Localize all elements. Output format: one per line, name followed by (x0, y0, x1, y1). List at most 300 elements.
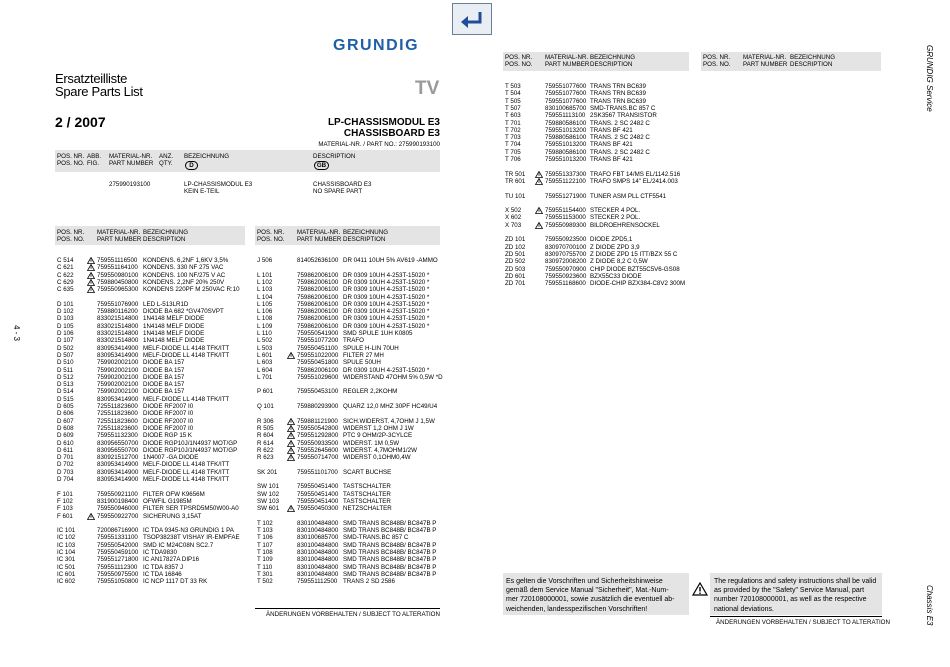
part-number: 759551101700 (297, 468, 338, 476)
top-item-bez1: LP-CHASSISMODUL E3 (184, 181, 253, 188)
col2-header-posno: POS. NO. (257, 236, 285, 243)
notice-de-line: Es gelten die Vorschriften und Sicherheitshinweise (506, 578, 663, 585)
pos-number: L 101 (257, 271, 273, 279)
part-number: 759880586100 (545, 119, 587, 127)
chassis-title-en: CHASSISBOARD E3 (343, 128, 440, 139)
pos-number: F 601 (57, 512, 73, 520)
part-description: SMD IC M24C08N SC2.7 (143, 541, 214, 549)
pos-number: R 622 (257, 446, 274, 454)
part-number: 830100484800 (297, 549, 339, 556)
pos-number: D 507 (57, 351, 74, 359)
part-number: 759551331100 (97, 534, 138, 542)
part-number: 759550921100 (97, 490, 138, 498)
part-description: IC TDA 9345-N3 GRUNDIG 1 PA (143, 527, 234, 535)
notice-en-line: The regulations and safety instructions shall be valid (714, 578, 877, 585)
pos-number: L 104 (257, 293, 273, 301)
pos-number: D 702 (57, 461, 74, 469)
part-description: IC TDA9830 (143, 549, 177, 556)
pos-number: D 605 (57, 403, 74, 410)
page-number: 4 - 3 (12, 325, 21, 342)
part-number: 759550542000 (97, 541, 139, 549)
right-bottom-rule (710, 616, 882, 617)
warning-icon (287, 454, 295, 461)
col2-header-bez: BEZEICHNUNG (343, 229, 389, 236)
part-description: FILTER 27 MH (343, 351, 384, 359)
part-number: 759551077600 (545, 97, 587, 105)
part-description: TRANS. 2 SC 2482 C (590, 148, 650, 156)
part-number: 759551168600 (545, 280, 586, 288)
col2-header-matnr: MATERIAL-NR. (297, 229, 341, 236)
pos-number: T 301 (257, 570, 273, 578)
part-number: 830100484800 (297, 556, 339, 564)
part-description: 1N4148 MELF DIODE (143, 337, 205, 345)
part-number: 759862006100 (297, 286, 339, 294)
part-description: TRANS. 2 SC 2482 C (590, 119, 650, 127)
lang-badge-gb: GB (314, 161, 329, 170)
part-number: 759550459100 (97, 549, 139, 556)
part-description: DR 0309 10UH 4-253T-15020 * (343, 315, 430, 323)
part-description: DR 0309 10UH 4-253T-15020 * (343, 308, 430, 316)
part-number: 759551013200 (545, 156, 587, 163)
col4-header-posno: POS. NO. (703, 61, 731, 68)
pos-number: TU 101 (505, 192, 526, 200)
part-description: DR 0309 10UH 4-253T-15020 * (343, 366, 430, 374)
part-number: 759862006100 (297, 308, 339, 316)
part-description: DIODE BA 157 (143, 388, 185, 396)
part-number: 759550451800 (297, 359, 339, 367)
part-number: 759551292800 (297, 432, 339, 440)
part-number: 759550451400 (297, 483, 339, 491)
pos-number: IC 501 (57, 563, 76, 571)
part-description: KONDENS. 330 NF 275 VAC (143, 264, 224, 272)
pos-number: D 102 (57, 308, 74, 316)
pos-number: D 607 (57, 417, 74, 425)
part-number: 759862006100 (297, 322, 339, 330)
part-description: DIODE-CHIP BZX384-C8V2 300M (590, 280, 686, 288)
pos-number: P 601 (257, 388, 274, 396)
pos-number: D 609 (57, 432, 74, 440)
pos-number: SW 103 (257, 497, 280, 505)
left-bottom-rule (255, 608, 440, 609)
warning-icon (87, 264, 95, 271)
col3-header-posnr: POS. NR. (505, 54, 533, 61)
top-item-desc1: CHASSISBOARD E3 (313, 181, 372, 188)
part-number: 759551122100 (545, 177, 586, 185)
warning-marker (87, 286, 95, 295)
part-number: 759862006100 (297, 293, 339, 301)
part-description: DR 0309 10UH 4-253T-15020 * (343, 300, 430, 308)
pos-number: ZD 502 (505, 258, 526, 266)
part-description: TRANS BF 421 (590, 141, 633, 149)
part-number: 830100685700 (297, 534, 339, 542)
part-description: DR 0309 10UH 4-253T-15020 * (343, 322, 430, 330)
notice-de (506, 577, 675, 614)
part-number: 759550923600 (545, 272, 587, 280)
part-number: 830953414900 (97, 351, 139, 359)
col1-header-partnr: PART NUMBER (97, 236, 142, 243)
part-description: WIDERSTAND 47OHM 5% 0,5W *D (343, 373, 443, 381)
pos-number: L 601 (257, 351, 273, 359)
pos-number: TR 601 (505, 177, 526, 185)
part-description: MELF-DIODE LL 4148 TFK/ITT (143, 461, 230, 469)
part-number: 725511823600 (97, 417, 138, 425)
part-description: DIODE RF2007 I0 (143, 424, 194, 432)
part-description: SMD TRANS BC848B/ BC847B P (343, 570, 437, 578)
pos-number: SK 201 (257, 468, 278, 476)
part-number: 759880586100 (545, 148, 587, 156)
part-number: 833021514800 (97, 337, 139, 345)
pos-number: L 108 (257, 315, 273, 323)
part-description: DR 0309 10UH 4-253T-15020 * (343, 286, 430, 294)
title-de: Ersatzteilliste (55, 71, 128, 86)
part-description: TRANS TRN BC639 (590, 97, 646, 105)
part-number: 759550975500 (97, 570, 139, 578)
part-description: QUARZ 12,0 MHZ 30PF HC49/U4 (343, 403, 438, 410)
pos-number: L 701 (257, 373, 273, 381)
part-number: 759862006100 (297, 271, 339, 279)
part-description: Z DIODE ZPD 3,9 (590, 243, 640, 251)
warning-marker (535, 178, 543, 187)
part-description: TRAFO FBT 14/MS EL/1142.516 (590, 170, 681, 178)
part-description: WIDERST. 1M 0,5W (343, 439, 400, 447)
pos-number: J 506 (257, 257, 273, 264)
part-description: TUNER ASM PLL CTF5541 (590, 192, 667, 200)
pos-number: T 108 (257, 549, 273, 556)
pos-number: L 105 (257, 300, 273, 308)
pos-number: T 107 (257, 541, 273, 549)
part-description: WIDERST 1,2 OHM J 1W (343, 424, 414, 432)
part-description: NETZSCHALTER (343, 505, 392, 513)
part-number: 830970700100 (545, 243, 587, 251)
pos-number: F 103 (57, 505, 73, 513)
pos-number: T 102 (257, 519, 273, 527)
part-number: 759551029600 (297, 373, 339, 381)
part-description: SMD-TRANS.BC 857 C (343, 534, 409, 542)
part-number: 759550714700 (297, 454, 339, 462)
part-number: 725511823600 (97, 410, 138, 418)
pos-number: L 106 (257, 308, 273, 316)
col4-header-posnr: POS. NR. (703, 54, 731, 61)
part-description: IC TDA 8357 J (143, 563, 184, 571)
pos-number: T 503 (505, 83, 521, 90)
pos-number: R 306 (257, 417, 274, 425)
chassis-side-label: Chassis E3 (925, 585, 934, 626)
pos-number: Q 101 (257, 403, 274, 410)
pos-number: X 602 (505, 214, 522, 222)
part-description: IC NCP 1117 DT 33 RK (143, 578, 208, 586)
part-number: 830100484800 (297, 563, 339, 571)
col4-header-partnr: PART NUMBER (743, 61, 788, 68)
part-description: LED L-513LR1D (143, 300, 189, 308)
part-number: 759550989300 (545, 221, 587, 229)
notice-en (714, 577, 876, 614)
part-description: WIDERST 0,1OHM0,4W (343, 454, 411, 462)
part-number: 814052636100 (297, 257, 339, 264)
part-description: SICHERUNG 3,15AT (143, 512, 202, 520)
pos-number: D 610 (57, 439, 74, 447)
part-description: TRANS TRN BC639 (590, 90, 646, 98)
part-number: 759550541900 (297, 330, 339, 337)
part-description: DR 0309 10UH 4-253T-15020 * (343, 271, 430, 279)
col1-header-posno: POS. NO. (57, 236, 85, 243)
pos-number: L 604 (257, 366, 273, 374)
part-description: SMD SPULE 1UH K0805 (343, 330, 413, 337)
pos-number: D 513 (57, 381, 74, 389)
pos-number: D 105 (57, 322, 74, 330)
part-description: TRAFO (343, 337, 364, 345)
notice-de-line: weichenden, landesspezifischen Vorschriften! (506, 605, 648, 613)
pos-number: T 701 (505, 119, 521, 127)
part-number: 759880586100 (545, 134, 587, 142)
col1-header-matnr: MATERIAL-NR. (97, 229, 141, 236)
pos-number: ZD 701 (505, 280, 526, 288)
warning-icon (535, 207, 543, 214)
hdr-desc: DESCRIPTION (313, 153, 356, 160)
lang-badge-d: D (185, 161, 198, 170)
top-item-desc2: NO SPARE PART (313, 188, 363, 195)
part-description: DIODE RGP10J/1N4937 MOT/GP (143, 439, 238, 447)
pos-number: IC 301 (57, 556, 76, 564)
pos-number: R 505 (257, 424, 274, 432)
part-description: DIODE BA 682 *GV470SVPT (143, 308, 224, 316)
pos-number: D 608 (57, 424, 74, 432)
col3-header-matnr: MATERIAL-NR. (545, 54, 589, 61)
part-number: 759862006100 (297, 366, 339, 374)
pos-number: T 704 (505, 141, 521, 149)
part-description: TASTSCHALTER (343, 483, 391, 491)
part-number: 759551076900 (97, 300, 139, 308)
part-number: 759550970900 (545, 265, 587, 273)
pos-number: D 512 (57, 373, 74, 381)
hdr-posnr: POS. NR. (57, 153, 85, 160)
part-number: 831900198400 (97, 497, 139, 505)
part-number: 759551013200 (545, 141, 587, 149)
pos-number: ZD 102 (505, 243, 526, 251)
part-number: 759550923500 (545, 236, 587, 244)
part-description: SMD TRANS BC848B/ BC847B P (343, 519, 437, 527)
part-description: SMD TRANS BC848B/ BC847B P (343, 563, 437, 571)
brand-logo: GRUNDIG (333, 37, 420, 54)
part-number: 759550451400 (297, 497, 339, 505)
part-description: 2SK3567 TRANSISTOR (590, 112, 657, 120)
part-number: 759551154400 (545, 207, 586, 215)
pos-number: X 502 (505, 207, 522, 215)
pos-number: D 515 (57, 395, 74, 403)
pos-number: R 623 (257, 454, 274, 462)
warning-icon (87, 279, 95, 286)
warning-marker (87, 513, 95, 522)
col4-header-matnr: MATERIAL-NR. (743, 54, 787, 61)
part-number: 830953414900 (97, 395, 139, 403)
hdr-matnr: MATERIAL-NR. (109, 153, 153, 160)
pos-number: C 514 (57, 257, 74, 264)
hdr-abb: ABB. (87, 153, 102, 160)
part-description: MELF-DIODE LL 4148 TFK/ITT (143, 351, 230, 359)
pos-number: L 503 (257, 344, 273, 352)
warning-triangle-icon (692, 582, 708, 596)
col4-header-bez: BEZEICHNUNG (790, 54, 836, 61)
pos-number: D 611 (57, 446, 74, 454)
part-number: 833021514800 (97, 322, 139, 330)
part-number: 759551077200 (297, 337, 339, 345)
notice-de-line: gemäß dem Service Manual "Sicherheit", Mat.-Num- (506, 587, 669, 595)
back-button[interactable] (452, 3, 492, 35)
part-description: BILDROEHRENSOCKEL (590, 221, 660, 229)
part-number: 830921512700 (97, 454, 139, 462)
part-description: 1N4148 MELF DIODE (143, 322, 205, 330)
pos-number: SW 601 (257, 505, 280, 513)
part-description: DIODE BA 157 (143, 366, 185, 374)
part-number: 830100484800 (297, 541, 339, 549)
pos-number: T 502 (257, 578, 273, 586)
part-number: 759550450300 (297, 505, 339, 513)
part-number: 759551077600 (545, 83, 587, 90)
part-number: 725511823600 (97, 403, 138, 410)
part-number: 830100484800 (297, 519, 339, 527)
pos-number: D 514 (57, 388, 74, 396)
part-description: TRAFO SMPS 14" EL/2414.003 (590, 177, 678, 185)
part-number: 830100685700 (545, 104, 587, 112)
part-description: 1N4007 -GA DIODE (143, 454, 199, 462)
pos-number: T 603 (505, 112, 521, 120)
part-number: 759550542800 (297, 424, 339, 432)
pos-number: IC 101 (57, 527, 76, 535)
pos-number: R 604 (257, 432, 274, 440)
warning-icon (535, 178, 543, 185)
part-number: 759551116500 (97, 257, 138, 264)
part-description: SCART BUCHSE (343, 468, 392, 476)
part-description: SPULE 50UH (343, 359, 381, 367)
part-description: CHIP DIODE BZT55C5V6-GS08 (590, 265, 680, 273)
pos-number: C 629 (57, 278, 74, 286)
hdr-partnr: PART NUMBER (109, 160, 154, 167)
part-description: BZX55C33 DIODE (590, 272, 642, 280)
warning-icon (87, 272, 95, 279)
part-description: KONDENS. 6,2NF 1,6KV 3,5% (143, 257, 229, 264)
part-number: 759551013200 (545, 126, 587, 134)
col1-header-desc: DESCRIPTION (143, 236, 186, 243)
part-number: 759550451400 (297, 490, 339, 498)
part-description: MELF-DIODE LL 4148 TFK/ITT (143, 395, 230, 403)
part-number: 830956550700 (97, 446, 139, 454)
pos-number: IC 103 (57, 541, 76, 549)
part-number: 830953414900 (97, 344, 139, 352)
pos-number: TR 501 (505, 170, 526, 178)
part-number: 833021514800 (97, 330, 139, 337)
part-number: 830953414900 (97, 468, 139, 476)
pos-number: T 505 (505, 97, 521, 105)
pos-number: T 507 (505, 104, 521, 112)
pos-number: L 502 (257, 337, 273, 345)
part-description: 1N4148 MELF DIODE (143, 315, 205, 323)
part-number: 759551132300 (97, 432, 138, 440)
pos-number: ZD 601 (505, 272, 526, 280)
part-description: Z DIODE ZPD 15 ITT/BZX 55 C (590, 250, 678, 258)
part-description: STECKER 2 POL. (590, 214, 641, 222)
part-description: DIODE RF2007 I0 (143, 403, 194, 410)
part-description: TRANS. 2 SC 2482 C (590, 134, 650, 142)
part-description: DIODE RF2007 I0 (143, 417, 194, 425)
col2-header-partnr: PART NUMBER (297, 236, 342, 243)
notice-en-line: as provided by the "Safety" Service Manual, part (714, 587, 865, 595)
part-description: MELF-DIODE LL 4148 TFK/ITT (143, 468, 230, 476)
notice-de-line: mer 720108000001, sowie zusätzlich die eventuell ab- (506, 596, 675, 604)
col3-header-desc: DESCRIPTION (590, 61, 633, 68)
document-date: 2 / 2007 (55, 114, 106, 130)
pos-number: F 101 (57, 490, 73, 498)
part-number: 759862006100 (297, 315, 339, 323)
part-number: 759902002100 (97, 366, 139, 374)
part-number: 759551113100 (545, 112, 586, 120)
part-description: SMD TRANS BC848B/ BC847B P (343, 549, 437, 556)
warning-icon (87, 513, 95, 520)
part-description: SMD TRANS BC848B/ BC847B P (343, 541, 437, 549)
pos-number: D 704 (57, 476, 74, 483)
col2-header-posnr: POS. NR. (257, 229, 285, 236)
hdr-bez: BEZEICHNUNG (184, 153, 230, 160)
chassis-title-de: LP-CHASSISMODUL E3 (327, 117, 440, 128)
part-description: FILTER OFW K9656M (143, 490, 205, 498)
part-number: 759880450800 (97, 278, 139, 286)
pos-number: X 703 (505, 221, 522, 229)
part-description: TRANS TRN BC639 (590, 83, 646, 90)
part-description: DIODE BA 157 (143, 381, 185, 389)
part-description: MELF-DIODE LL 4148 TFK/ITT (143, 344, 230, 352)
col1-header-posnr: POS. NR. (57, 229, 85, 236)
pos-number: D 511 (57, 366, 74, 374)
col1-header-bez: BEZEICHNUNG (143, 229, 189, 236)
warning-icon (535, 222, 543, 229)
part-number: 759551050800 (97, 578, 139, 586)
title-en: Spare Parts List (55, 84, 143, 99)
part-description: SMD TRANS BC848B/ BC847B P (343, 556, 437, 564)
top-item-part: 275990193100 (109, 181, 151, 188)
pos-number: SW 102 (257, 490, 280, 498)
part-number: 759550922700 (97, 512, 139, 520)
hdr-qty: QTY. (159, 160, 173, 167)
part-description: SPULE H-LIN 70UH (343, 344, 399, 352)
return-arrow-icon (458, 9, 486, 29)
warning-icon (287, 447, 295, 454)
warning-marker (535, 207, 543, 216)
pos-number: T 706 (505, 156, 521, 163)
part-number: 759902002100 (97, 359, 139, 367)
part-description: KONDENS 220PF M 250VAC R:10 (143, 286, 240, 294)
pos-number: D 502 (57, 344, 74, 352)
part-number: 830972008200 (545, 258, 587, 266)
part-number: 759550946000 (97, 505, 139, 513)
part-description: IC TDA 16846 (143, 570, 182, 578)
pos-number: L 102 (257, 278, 273, 286)
pos-number: SW 101 (257, 483, 280, 491)
part-description: TRANS 2 SD 2586 (343, 578, 395, 586)
tv-label: TV (415, 78, 440, 99)
part-number: 759551271800 (97, 556, 139, 564)
warning-icon (87, 286, 95, 293)
col3-header-partnr: PART NUMBER (545, 61, 590, 68)
part-description: DIODE RGP 15 K (143, 432, 193, 440)
part-number: 725511823600 (97, 424, 138, 432)
pos-number: D 701 (57, 454, 74, 462)
part-description: DIODE RF2007 I0 (143, 410, 194, 418)
part-number: 759551271900 (545, 192, 587, 200)
part-description: SMD-TRANS.BC 857 C (590, 104, 656, 112)
pos-number: L 109 (257, 322, 273, 330)
left-alteration-note: ÄNDERUNGEN VORBEHALTEN / SUBJECT TO ALTERATION (266, 611, 440, 618)
pos-number: C 622 (57, 271, 74, 279)
warning-icon (287, 505, 295, 512)
part-number: 830956550700 (97, 439, 139, 447)
